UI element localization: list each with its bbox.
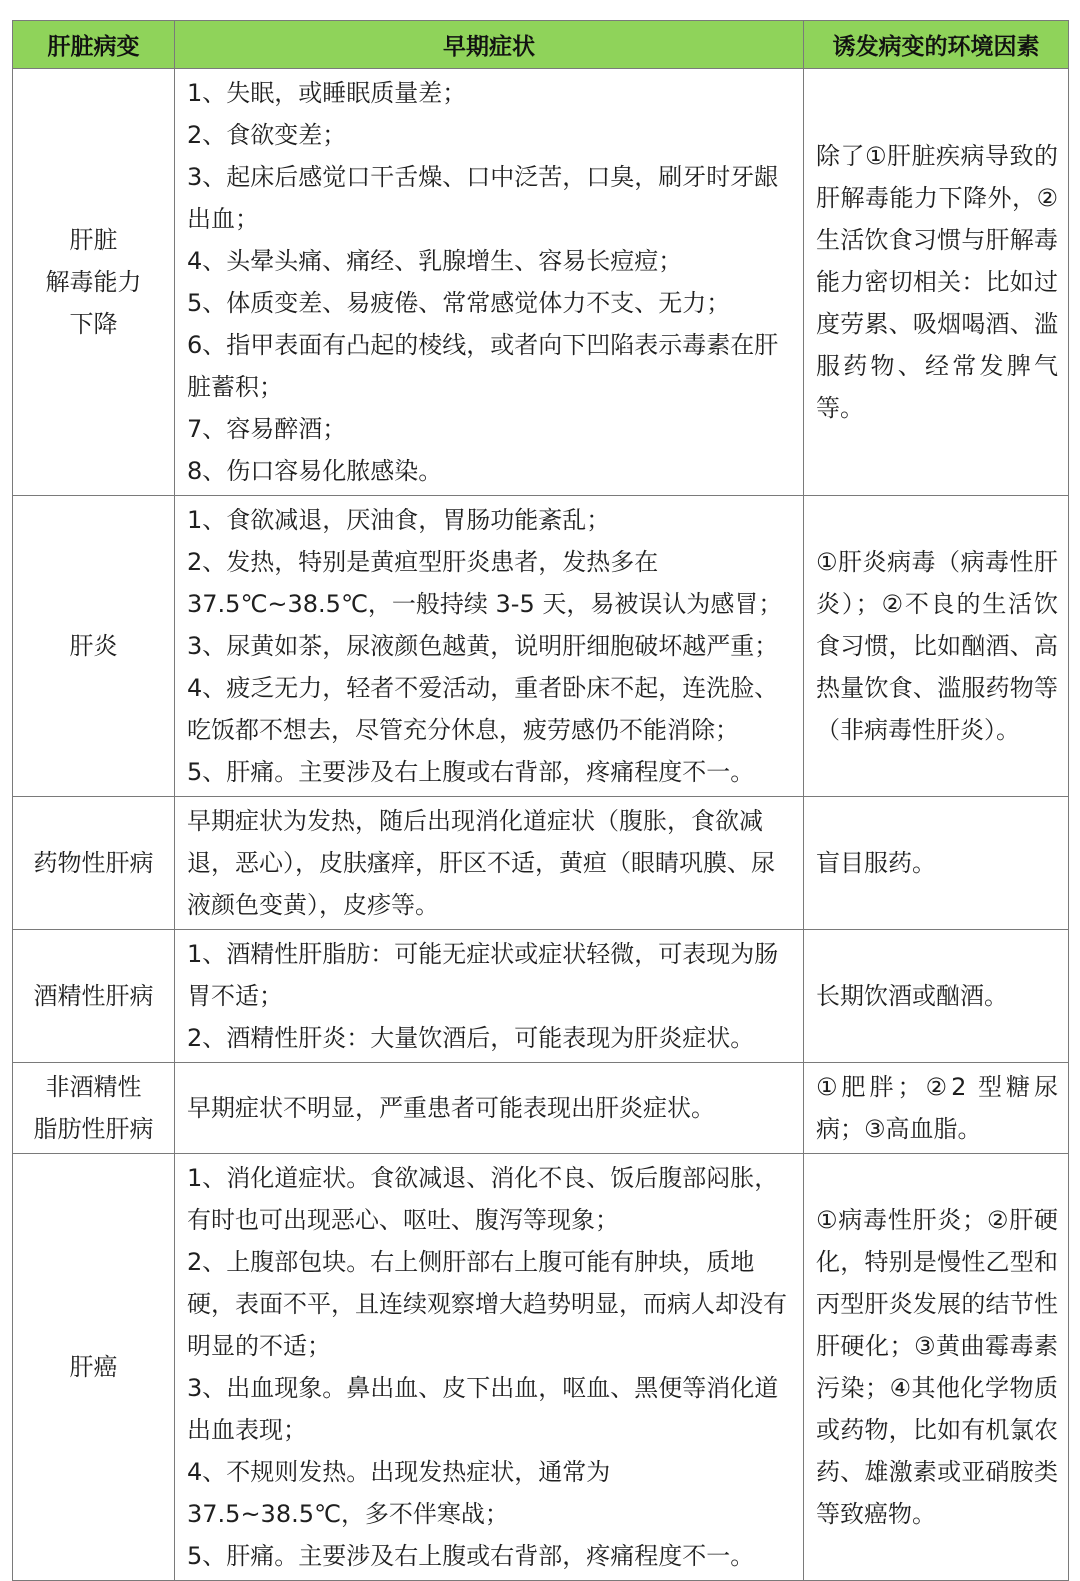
symptoms-cell [175,797,804,930]
header-disease: 肝脏病变 [13,21,175,69]
table-row [13,496,1069,797]
symptom-item: 4、疲乏无力，轻者不爱活动，重者卧床不起，连洗脸、吃饭都不想去，尽管充分休息，疲劳感仍不能消除； [187,674,779,744]
disease-name: 非酒精性 [45,1073,142,1101]
symptoms-cell [175,930,804,1063]
disease-name-cell [13,496,175,797]
table-row [13,930,1069,1063]
disease-name: 肝炎 [69,632,118,660]
disease-name: 药物性肝病 [33,849,154,877]
disease-name: 下降 [69,310,118,338]
header-early-symptoms: 早期症状 [175,21,804,69]
symptom-item: 2、上腹部包块。右上侧肝部右上腹可能有肿块，质地硬，表面不平，且连续观察增大趋势明显，而病人却没有明显的不适； [187,1248,787,1360]
symptom-item: 3、出血现象。鼻出血、皮下出血，呕血、黑便等消化道出血表现； [187,1374,779,1444]
symptom-item: 1、消化道症状。食欲减退、消化不良、饭后腹部闷胀，有时也可出现恶心、呕吐、腹泻等现象； [187,1164,779,1234]
symptom-item: 8、伤口容易化脓感染。 [187,457,443,485]
symptom-item: 5、肝痛。主要涉及右上腹或右背部，疼痛程度不一。 [187,1542,755,1570]
symptom-item: 7、容易醉酒； [187,415,347,443]
disease-name-cell [13,797,175,930]
liver-disease-table [12,20,1069,1581]
table-row [13,1063,1069,1154]
table-row [13,69,1069,496]
disease-name-cell [13,69,175,496]
cause-cell: ①肝炎病毒（病毒性肝炎）；②不良的生活饮食习惯，比如酗酒、高热量饮食、滥服药物等（非病毒性肝炎）。 [804,496,1069,797]
symptoms-cell [175,496,804,797]
symptoms-cell [175,1154,804,1581]
symptom-item: 5、体质变差、易疲倦、常常感觉体力不支、无力； [187,289,731,317]
symptom-item: 2、发热，特别是黄疸型肝炎患者，发热多在 37.5℃~38.5℃，一般持续 3-5 天，易被误认为感冒； [187,548,783,618]
symptoms-cell [175,1063,804,1154]
symptom-item: 1、食欲减退，厌油食，胃肠功能紊乱； [187,506,611,534]
symptom-item: 3、尿黄如茶，尿液颜色越黄，说明肝细胞破坏越严重； [187,632,779,660]
symptom-item: 4、头晕头痛、痛经、乳腺增生、容易长痘痘； [187,247,683,275]
symptom-item: 2、食欲变差； [187,121,347,149]
cause-cell: ①病毒性肝炎；②肝硬化，特别是慢性乙型和丙型肝炎发展的结节性肝硬化；③黄曲霉毒素污染；④其他化学物质或药物，比如有机氯农药、雄激素或亚硝胺类等致癌物。 [804,1154,1069,1581]
table-row [13,797,1069,930]
disease-name-cell [13,930,175,1063]
cause-cell: 长期饮酒或酗酒。 [804,930,1069,1063]
table-row [13,1154,1069,1581]
cause-cell: ①肥胖；②2 型糖尿病；③高血脂。 [804,1063,1069,1154]
symptom-item: 5、肝痛。主要涉及右上腹或右背部，疼痛程度不一。 [187,758,755,786]
symptom-item: 2、酒精性肝炎：大量饮酒后，可能表现为肝炎症状。 [187,1024,755,1052]
disease-name: 脂肪性肝病 [33,1115,154,1143]
table-header-row [13,21,1069,69]
symptom-item: 早期症状为发热，随后出现消化道症状（腹胀，食欲减退，恶心），皮肤瘙痒，肝区不适，黄疸（眼睛巩膜、尿液颜色变黄），皮疹等。 [187,807,775,919]
header-environmental-factors: 诱发病变的环境因素 [804,21,1069,69]
symptom-item: 1、酒精性肝脂肪：可能无症状或症状轻微，可表现为肠胃不适； [187,940,779,1010]
disease-name-cell [13,1063,175,1154]
symptoms-cell [175,69,804,496]
disease-name: 肝脏 [69,226,118,254]
disease-name-cell [13,1154,175,1581]
symptom-item: 4、不规则发热。出现发热症状，通常为 37.5~38.5℃，多不伴寒战； [187,1458,611,1528]
cause-cell: 除了①肝脏疾病导致的肝解毒能力下降外，②生活饮食习惯与肝解毒能力密切相关：比如过度劳累、吸烟喝酒、滥服药物、经常发脾气等。 [804,69,1069,496]
symptom-item: 3、起床后感觉口干舌燥、口中泛苦，口臭，刷牙时牙龈出血； [187,163,779,233]
disease-name: 肝癌 [69,1353,118,1381]
disease-name: 解毒能力 [45,268,142,296]
symptom-item: 6、指甲表面有凸起的棱线，或者向下凹陷表示毒素在肝脏蓄积； [187,331,779,401]
disease-name: 酒精性肝病 [33,982,154,1010]
liver-disease-table-container [12,20,1068,1581]
symptom-item: 早期症状不明显，严重患者可能表现出肝炎症状。 [187,1094,715,1122]
symptom-item: 1、失眠，或睡眠质量差； [187,79,467,107]
cause-cell: 盲目服药。 [804,797,1069,930]
